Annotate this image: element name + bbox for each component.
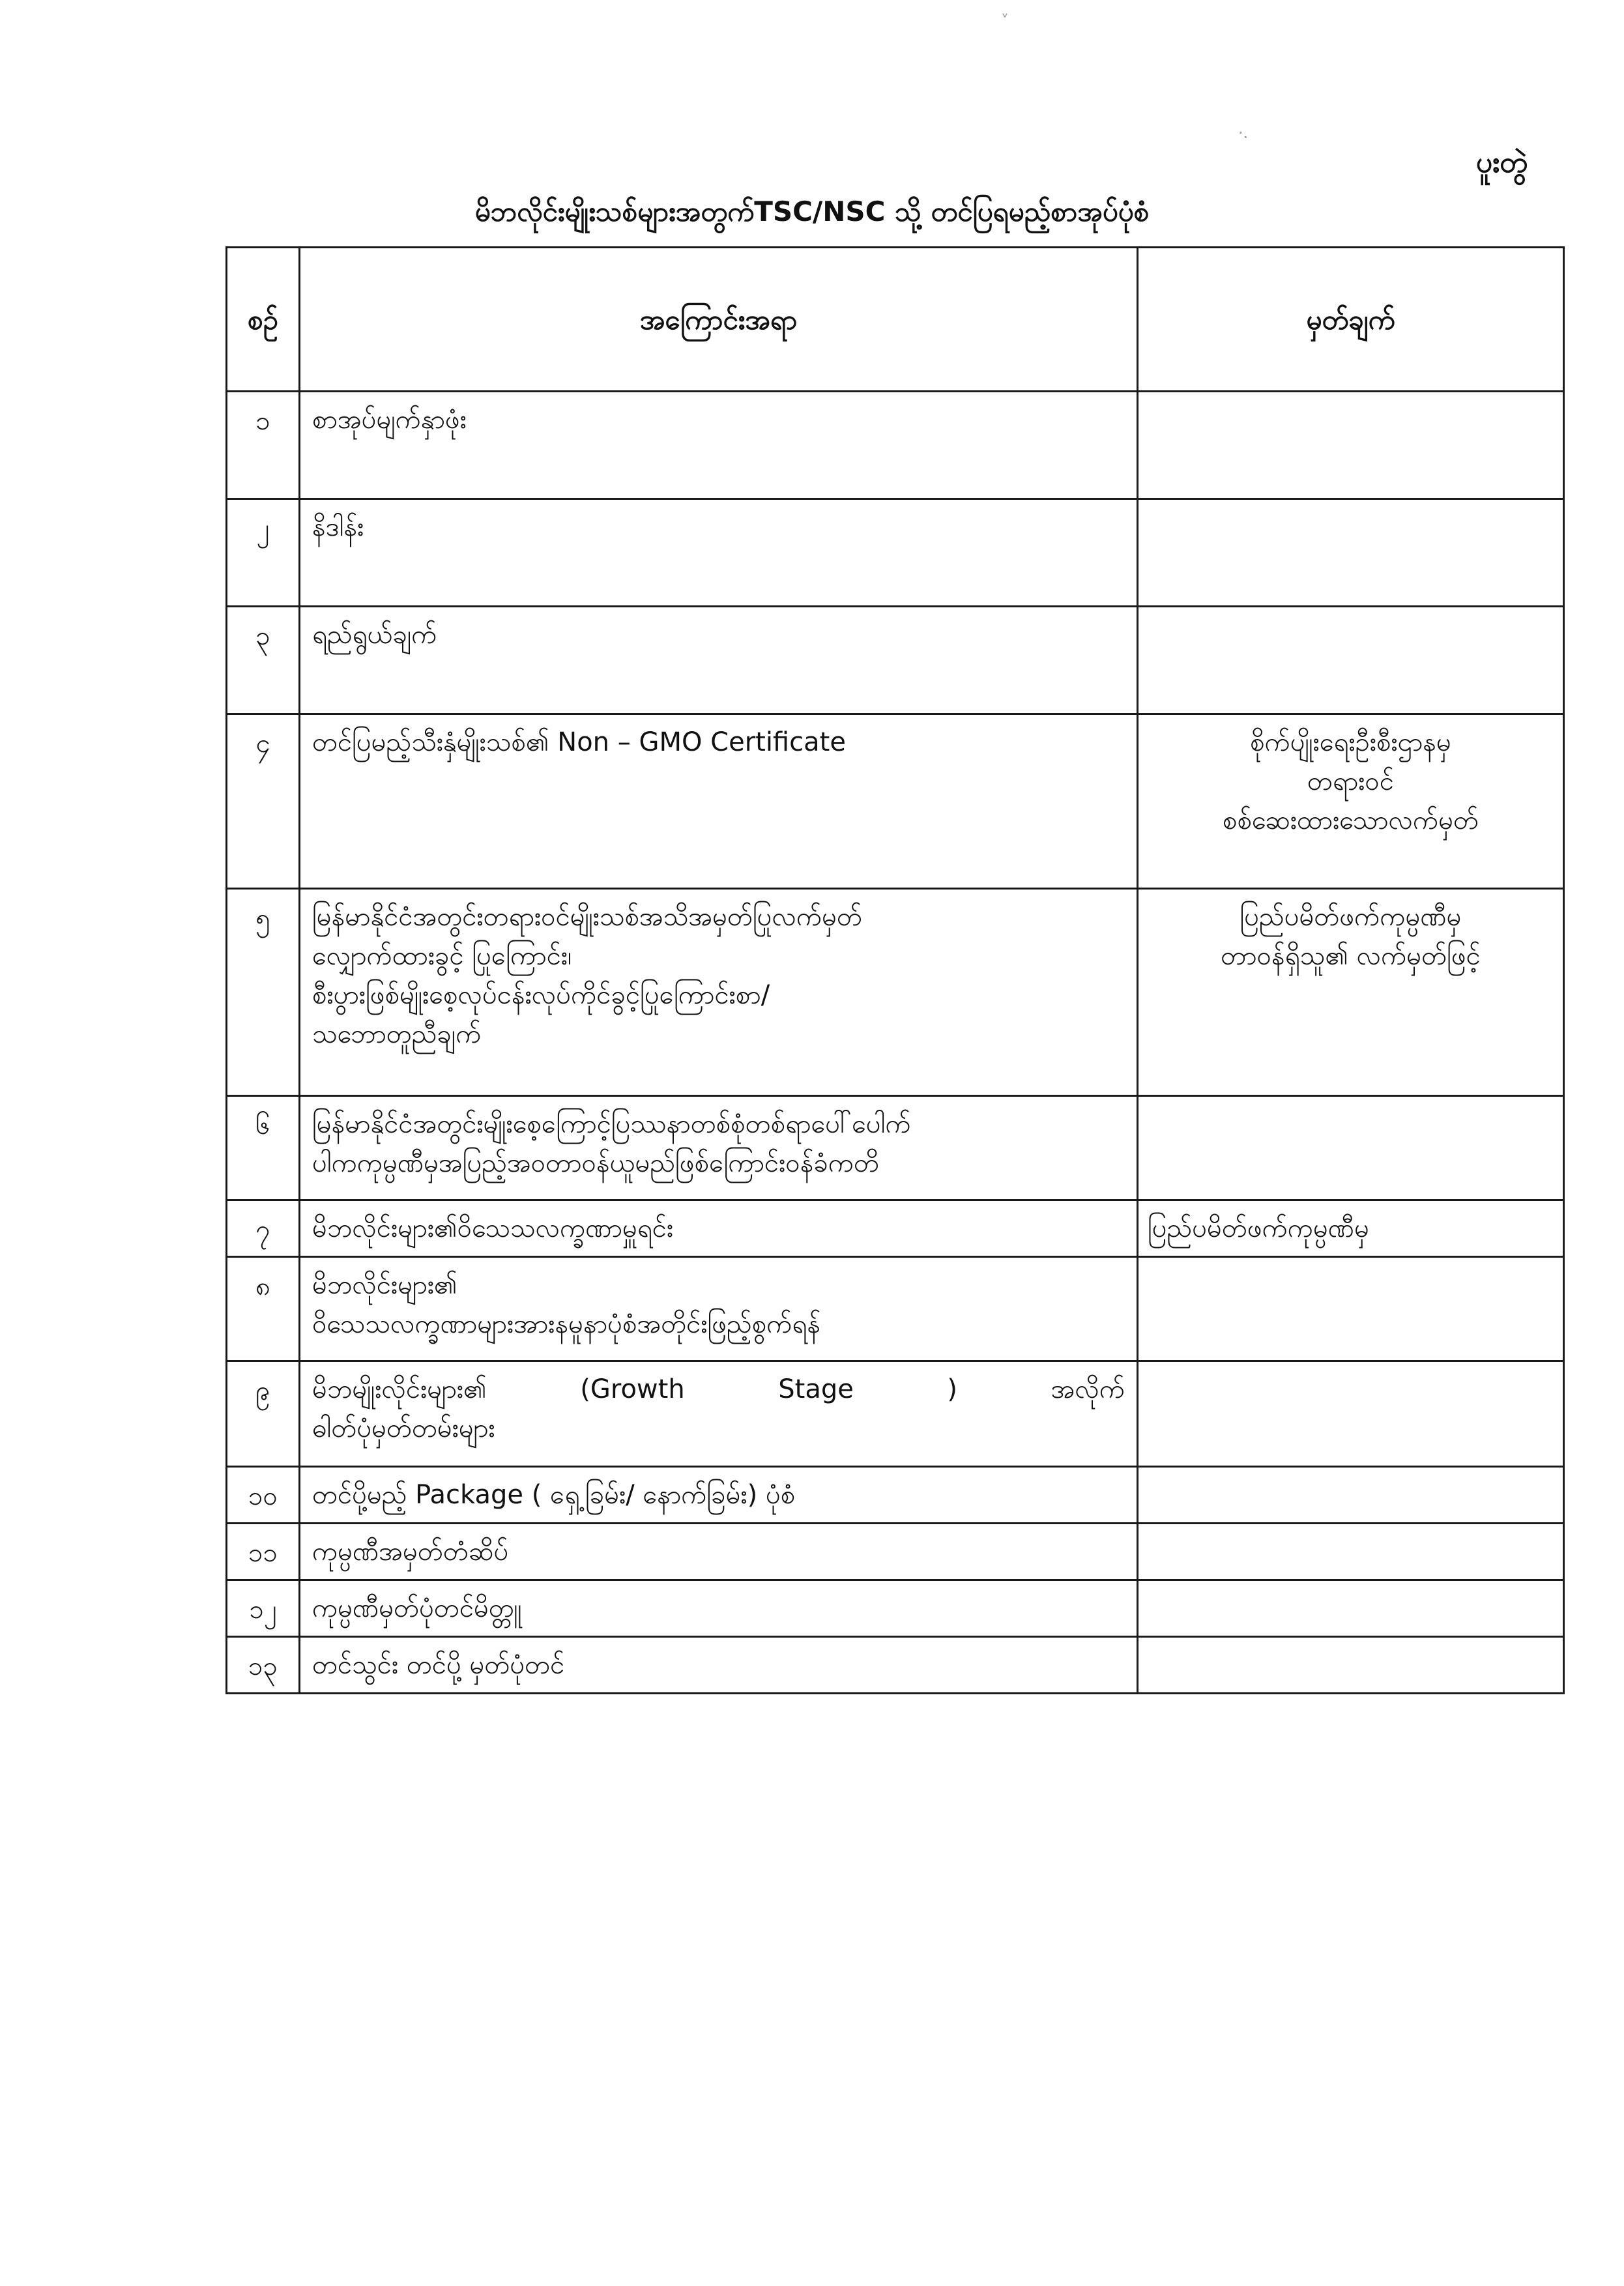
description-line: တင်ပြမည့်သီးနှံမျိုးသစ်၏ Non – GMO Certificate [312, 727, 846, 757]
row-number: ၁ [227, 392, 300, 499]
description-line: ပါကကုမ္ပဏီမှအပြည့်အဝတာဝန်ယူမည်ဖြစ်ကြောင်းဝန်ခံကတိ [312, 1148, 879, 1178]
table-row [227, 1467, 1564, 1524]
description-line: ကုမ္ပဏီမှတ်ပုံတင်မိတ္တူ [312, 1593, 522, 1623]
table-row [227, 1257, 1564, 1361]
row-description [300, 889, 1138, 1096]
row-description [300, 499, 1138, 607]
description-line: မိဘလိုင်းများ၏ [312, 1270, 457, 1300]
description-line: သဘောတူညီချက် [312, 1019, 482, 1049]
remark-line: ပြည်ပမိတ်ဖက်ကုမ္ပဏီမှ [1240, 902, 1462, 932]
table-row [227, 392, 1564, 499]
table-row [227, 1361, 1564, 1467]
row-number: ၁၁ [227, 1524, 300, 1580]
submission-checklist-table [225, 246, 1565, 1694]
growth-stage-word: မိဘမျိုးလိုင်းများ၏ [312, 1374, 487, 1404]
row-number: ၇ [227, 1200, 300, 1257]
row-description [300, 1580, 1138, 1637]
row-remarks [1138, 1637, 1564, 1694]
row-number: ၂ [227, 499, 300, 607]
table-row [227, 1524, 1564, 1580]
table-row [227, 714, 1564, 889]
remark-line: တရားဝင် [1307, 766, 1395, 796]
growth-stage-word: (Growth [580, 1374, 685, 1404]
row-description [300, 1467, 1138, 1524]
description-line: တင်သွင်း တင်ပို့ မှတ်ပုံတင် [312, 1650, 565, 1680]
table-header-row [227, 248, 1564, 392]
description-line: စီးပွားဖြစ်မျိုးစေ့လုပ်ငန်းလုပ်ကိုင်ခွင့်ပြုကြောင်းစာ/ [312, 980, 770, 1010]
description-line: လျှောက်ထားခွင့် ပြုကြောင်း၊ [312, 941, 572, 971]
row-remarks [1138, 1096, 1564, 1200]
description-line: နိဒါန်း [312, 512, 364, 542]
description-line: တင်ပို့မည့် Package ( ရှေ့ခြမ်း/ နောက်ခြမ်း) ပုံစံ [312, 1480, 796, 1510]
row-number: ၈ [227, 1257, 300, 1361]
row-description [300, 1637, 1138, 1694]
growth-stage-line [312, 1370, 1125, 1409]
row-remarks [1138, 1524, 1564, 1580]
row-number: ၃ [227, 607, 300, 714]
row-description [300, 392, 1138, 499]
row-remarks [1138, 1361, 1564, 1467]
remark-line: ပြည်ပမိတ်ဖက်ကုမ္ပဏီမှ [1148, 1213, 1369, 1243]
row-number: ၁၃ [227, 1637, 300, 1694]
growth-stage-word: အလိုက် [1051, 1374, 1125, 1404]
row-description [300, 1361, 1138, 1467]
table-row [227, 889, 1564, 1096]
remark-line: စိုက်ပျိုးရေးဦးစီးဌာနမှ [1250, 727, 1451, 757]
row-remarks [1138, 499, 1564, 607]
row-description [300, 714, 1138, 889]
header-remarks: မှတ်ချက် [1138, 248, 1564, 392]
description-line: ဓါတ်ပုံမှတ်တမ်းများ [312, 1413, 495, 1443]
scan-speck: ˅ [1001, 12, 1009, 30]
description-line: ရည်ရွယ်ချက် [312, 620, 437, 650]
remark-line: တာဝန်ရှိသူ၏ လက်မှတ်ဖြင့် [1221, 941, 1481, 971]
document-title: မိဘလိုင်းမျိုးသစ်များအတွက်TSC/NSC သို့ တင်ပြရမည့်စာအုပ်ပုံစံ [474, 195, 1150, 227]
growth-stage-word: Stage [778, 1374, 854, 1404]
table-row [227, 1637, 1564, 1694]
row-number: ၁၀ [227, 1467, 300, 1524]
scan-speck: ·. [1238, 124, 1249, 142]
header-description: အကြောင်းအရာ [300, 248, 1138, 392]
row-description [300, 1524, 1138, 1580]
table-row [227, 1580, 1564, 1637]
growth-stage-word: ) [947, 1374, 958, 1404]
description-line: စာအုပ်မျက်နှာဖုံး [312, 405, 467, 435]
header-serial-no: စဉ် [227, 248, 300, 392]
description-line: မိဘလိုင်းများ၏ဝိသေသလက္ခဏာမှူရင်း [312, 1213, 674, 1243]
row-description [300, 1257, 1138, 1361]
row-remarks [1138, 607, 1564, 714]
row-description [300, 1096, 1138, 1200]
row-number: ၅ [227, 889, 300, 1096]
row-description [300, 1200, 1138, 1257]
table-row [227, 607, 1564, 714]
row-remarks [1138, 889, 1564, 1096]
description-line: ကုမ္ပဏီအမှတ်တံဆိပ် [312, 1537, 509, 1567]
annex-label: ပူးတွဲ [1475, 146, 1528, 179]
row-number: ၉ [227, 1361, 300, 1467]
row-remarks [1138, 1467, 1564, 1524]
row-remarks [1138, 392, 1564, 499]
table-row [227, 1096, 1564, 1200]
remark-line: စစ်ဆေးထားသောလက်မှတ် [1223, 805, 1479, 835]
row-number: ၁၂ [227, 1580, 300, 1637]
row-remarks [1138, 714, 1564, 889]
row-number: ၄ [227, 714, 300, 889]
table-row [227, 499, 1564, 607]
row-description [300, 607, 1138, 714]
row-remarks [1138, 1257, 1564, 1361]
row-remarks [1138, 1200, 1564, 1257]
row-remarks [1138, 1580, 1564, 1637]
description-line: ဝိသေသလက္ခဏာများအားနမူနာပုံစံအတိုင်းဖြည့်စွက်ရန် [312, 1309, 821, 1339]
description-line: မြန်မာနိုင်ငံအတွင်းမျိုးစေ့ကြောင့်ပြဿနာတစ်စုံတစ်ရာပေါ်ပေါက် [312, 1109, 911, 1139]
table-row [227, 1200, 1564, 1257]
row-number: ၆ [227, 1096, 300, 1200]
description-line: မြန်မာနိုင်ငံအတွင်းတရားဝင်မျိုးသစ်အသိအမှတ်ပြုလက်မှတ် [312, 902, 862, 932]
